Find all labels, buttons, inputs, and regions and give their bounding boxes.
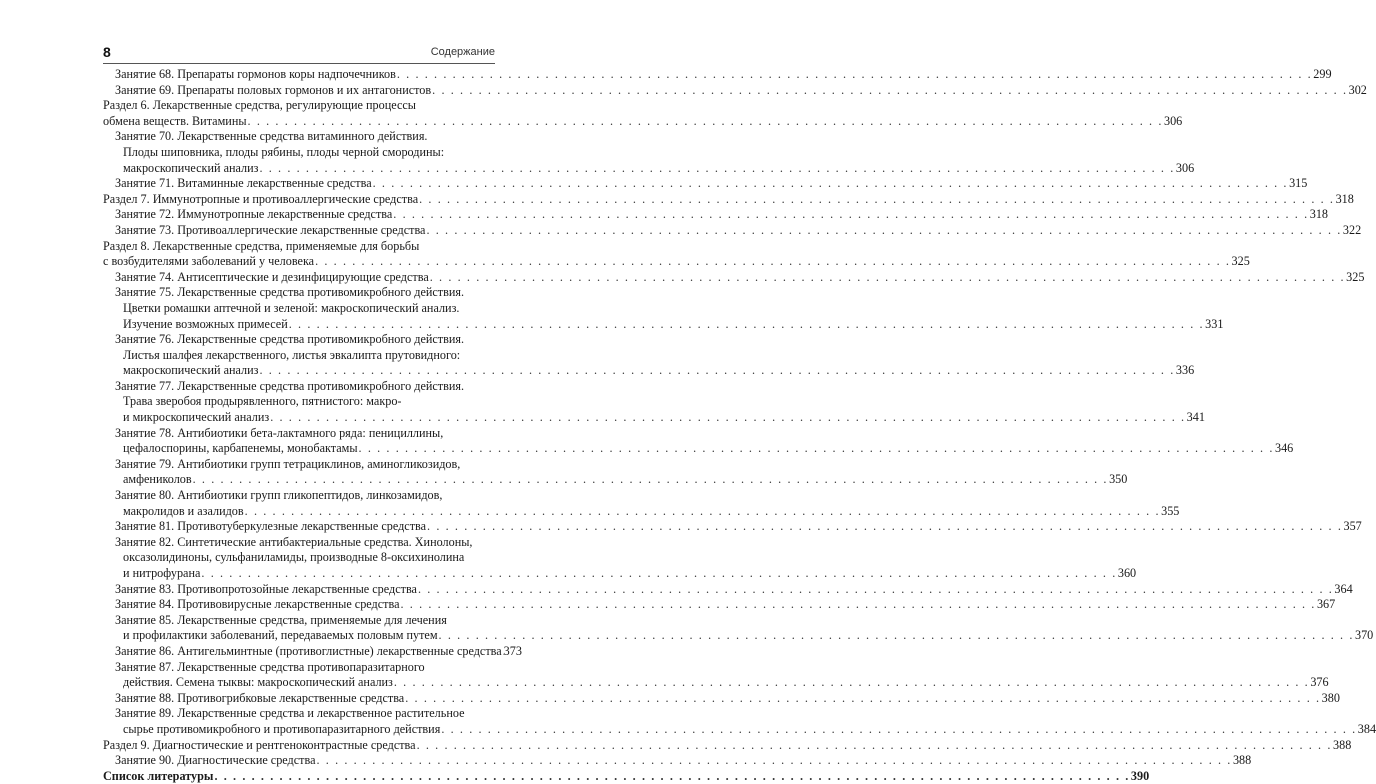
dot-leader bbox=[438, 628, 1355, 644]
toc-page-number: 302 bbox=[1348, 82, 1367, 97]
toc-entry-text: Плоды шиповника, плоды рябины, плоды черной смородины: bbox=[123, 144, 445, 159]
toc-section-entry[interactable] bbox=[103, 191, 1354, 208]
toc-lesson-entry[interactable] bbox=[103, 269, 1365, 286]
toc-entry-text: Занятие 81. Противотуберкулезные лекарственные средства bbox=[115, 519, 427, 534]
dot-leader bbox=[247, 114, 1164, 130]
toc-page-number: 388 bbox=[1232, 753, 1252, 768]
toc-lesson-entry[interactable] bbox=[103, 519, 1362, 535]
toc-page-number: 325 bbox=[1346, 269, 1365, 284]
toc-entry-text: Занятие 89. Лекарственные средства и лекарственное растительное bbox=[115, 706, 465, 721]
toc-page-number: 373 bbox=[503, 643, 522, 658]
dot-leader bbox=[258, 161, 1175, 177]
dot-leader bbox=[258, 363, 1175, 379]
toc-page-number: 341 bbox=[1186, 410, 1205, 425]
dot-leader bbox=[429, 270, 1346, 286]
toc-section-entry[interactable] bbox=[103, 98, 1183, 129]
toc-lesson-entry[interactable] bbox=[103, 597, 1336, 613]
toc-lesson-entry[interactable] bbox=[103, 659, 1329, 691]
toc-page-number: 325 bbox=[1231, 254, 1250, 269]
toc-lesson-entry[interactable] bbox=[103, 425, 1294, 457]
toc-entry-text: Занятие 68. Препараты гормонов коры надпочечников bbox=[115, 67, 396, 81]
toc-page-number: 364 bbox=[1334, 581, 1353, 596]
dot-leader bbox=[192, 472, 1109, 488]
toc-page-number: 390 bbox=[1130, 768, 1150, 783]
toc-entry-text: обмена веществ. Витамины bbox=[103, 113, 247, 128]
toc-lesson-entry[interactable] bbox=[103, 176, 1308, 192]
page-number: 8 bbox=[103, 44, 111, 60]
dot-leader bbox=[200, 566, 1117, 582]
toc-entry-text: сырье противомикробного и противопаразитарного действия bbox=[123, 721, 441, 736]
toc-entry-text: макролидов и азалидов bbox=[123, 503, 244, 518]
toc-entry-text: Список литературы bbox=[103, 768, 214, 783]
dot-leader bbox=[400, 597, 1317, 613]
header-divider bbox=[103, 63, 495, 64]
toc-page-number: 367 bbox=[1316, 597, 1336, 612]
dot-leader bbox=[316, 753, 1233, 769]
toc-entry-text: Занятие 71. Витаминные лекарственные средства bbox=[115, 176, 372, 191]
toc-page-number: 384 bbox=[1357, 721, 1376, 736]
toc-lesson-entry[interactable] bbox=[103, 753, 1252, 769]
dot-leader bbox=[269, 410, 1186, 426]
toc-entry-text: макроскопический анализ bbox=[123, 160, 259, 175]
toc-entry-text: и профилактики заболеваний, передаваемых половым путем bbox=[123, 628, 438, 643]
toc-entry-text: Занятие 80. Антибиотики групп гликопептидов, линкозамидов, bbox=[115, 488, 443, 503]
toc-lesson-entry[interactable] bbox=[103, 643, 522, 660]
toc-entry-text: Раздел 8. Лекарственные средства, применяемые для борьбы bbox=[103, 238, 420, 253]
table-of-contents bbox=[103, 67, 1376, 784]
toc-entry-text: Листья шалфея лекарственного, листья эвкалипта прутовидного: bbox=[123, 347, 461, 362]
toc-page-number: 315 bbox=[1289, 176, 1308, 191]
toc-lesson-entry[interactable] bbox=[103, 285, 1224, 332]
toc-entry-text: макроскопический анализ bbox=[123, 363, 259, 378]
toc-page-number: 322 bbox=[1342, 222, 1362, 237]
toc-page-number: 299 bbox=[1313, 67, 1332, 81]
toc-lesson-entry[interactable] bbox=[103, 612, 1374, 644]
toc-lesson-entry[interactable] bbox=[103, 332, 1195, 379]
toc-entry-text: Трава зверобоя продырявленного, пятнистого: макро- bbox=[123, 394, 402, 409]
dot-leader bbox=[396, 67, 1313, 83]
toc-page-number: 355 bbox=[1161, 503, 1180, 518]
toc-entry-text: Занятие 86. Антигельминтные (противоглистные) лекарственные средства bbox=[115, 643, 502, 658]
toc-entry-text: Занятие 70. Лекарственные средства витаминного действия. bbox=[115, 129, 428, 144]
toc-entry-text: Занятие 90. Диагностические средства bbox=[115, 753, 316, 768]
toc-lesson-entry[interactable] bbox=[103, 534, 1137, 582]
toc-entry-text: с возбудителями заболеваний у человека bbox=[103, 254, 315, 269]
toc-lesson-entry[interactable] bbox=[103, 129, 1195, 176]
toc-entry-text: Раздел 6. Лекарственные средства, регулирующие процессы bbox=[103, 98, 416, 113]
toc-entry-text: Занятие 84. Противовирусные лекарственные средства bbox=[115, 597, 400, 612]
dot-leader bbox=[426, 519, 1343, 535]
toc-page-number: 318 bbox=[1309, 207, 1329, 222]
toc-page-number: 376 bbox=[1310, 675, 1329, 690]
toc-entry-text: Раздел 7. Иммунотропные и противоаллергические средства bbox=[103, 191, 419, 206]
toc-entry-text: Занятие 78. Антибиотики бета-лактамного ряда: пенициллины, bbox=[115, 425, 444, 440]
toc-lesson-entry[interactable] bbox=[103, 82, 1367, 99]
dot-leader bbox=[372, 176, 1289, 192]
toc-entry-text: цефалоспорины, карбапенемы, монобактамы bbox=[123, 441, 358, 456]
toc-page-number: 346 bbox=[1274, 441, 1294, 456]
dot-leader bbox=[314, 254, 1231, 270]
toc-entry-text: Занятие 82. Синтетические антибактериальные средства. Хинолоны, bbox=[115, 534, 473, 549]
toc-entry-text: Занятие 85. Лекарственные средства, применяемые для лечения bbox=[115, 612, 447, 627]
toc-entry-text: Занятие 88. Противогрибковые лекарственные средства bbox=[115, 690, 405, 705]
toc-lesson-entry[interactable] bbox=[103, 690, 1340, 707]
dot-leader bbox=[416, 738, 1333, 754]
dot-leader bbox=[440, 722, 1357, 738]
toc-entry-text: и микроскопический анализ bbox=[123, 410, 270, 425]
toc-entry-text: Изучение возможных примесей bbox=[123, 316, 288, 331]
toc-entry-text: Занятие 74. Антисептические и дезинфицирующие средства bbox=[115, 269, 429, 284]
toc-lesson-entry[interactable] bbox=[103, 488, 1180, 519]
toc-page-number: 360 bbox=[1117, 566, 1137, 580]
dot-leader bbox=[404, 691, 1321, 707]
toc-page-number: 331 bbox=[1205, 316, 1224, 331]
toc-entry-text: оксазолидиноны, сульфаниламиды, производные 8-оксихинолина bbox=[123, 550, 465, 565]
toc-entry-text: и нитрофурана bbox=[123, 566, 201, 580]
dot-leader bbox=[288, 317, 1205, 333]
toc-section-entry[interactable] bbox=[103, 238, 1250, 270]
toc-entry-text: Цветки ромашки аптечной и зеленой: макроскопический анализ. bbox=[123, 300, 460, 315]
toc-entry-text: амфениколов bbox=[123, 472, 192, 487]
dot-leader bbox=[418, 192, 1335, 208]
dot-leader bbox=[431, 83, 1348, 99]
dot-leader bbox=[358, 441, 1275, 457]
dot-leader bbox=[244, 504, 1161, 520]
dot-leader bbox=[393, 675, 1310, 691]
toc-entry-text: Занятие 87. Лекарственные средства противопаразитарного bbox=[115, 659, 425, 674]
toc-page-number: 370 bbox=[1354, 628, 1374, 643]
toc-page-number: 388 bbox=[1333, 737, 1352, 752]
toc-page-number: 380 bbox=[1321, 690, 1340, 705]
toc-page-number: 350 bbox=[1109, 472, 1128, 487]
running-header-title: Содержание bbox=[430, 46, 495, 58]
dot-leader bbox=[213, 769, 1130, 784]
toc-lesson-entry[interactable] bbox=[103, 378, 1205, 426]
toc-lesson-entry[interactable] bbox=[103, 67, 1332, 83]
toc-lesson-entry[interactable] bbox=[103, 456, 1128, 488]
toc-entry-text: Занятие 69. Препараты половых гормонов и их антагонистов bbox=[115, 82, 432, 97]
toc-entry-text: Занятие 83. Противопротозойные лекарственные средства bbox=[115, 581, 417, 596]
toc-page-number: 306 bbox=[1175, 160, 1195, 175]
dot-leader bbox=[425, 223, 1342, 239]
toc-page-number: 336 bbox=[1175, 363, 1195, 378]
toc-entry-text: Занятие 79. Антибиотики групп тетрациклинов, аминогликозидов, bbox=[115, 456, 461, 471]
toc-entry-text: Занятие 73. Противоаллергические лекарственные средства bbox=[115, 222, 426, 237]
toc-lesson-entry[interactable] bbox=[103, 581, 1353, 598]
toc-section-entry[interactable] bbox=[103, 737, 1352, 754]
toc-entry-text: Раздел 9. Диагностические и рентгеноконтрастные средства bbox=[103, 737, 416, 752]
dot-leader bbox=[417, 582, 1334, 598]
toc-section-entry[interactable] bbox=[103, 768, 1150, 784]
toc-entry-text: действия. Семена тыквы: макроскопический анализ bbox=[123, 675, 393, 690]
toc-entry-text: Занятие 76. Лекарственные средства противомикробного действия. bbox=[115, 332, 465, 347]
toc-lesson-entry[interactable] bbox=[103, 706, 1376, 737]
toc-page-number: 306 bbox=[1163, 113, 1183, 128]
toc-entry-text: Занятие 72. Иммунотропные лекарственные средства bbox=[115, 207, 393, 222]
toc-page-number: 357 bbox=[1343, 519, 1362, 534]
toc-lesson-entry[interactable] bbox=[103, 222, 1362, 239]
toc-entry-text: Занятие 77. Лекарственные средства противомикробного действия. bbox=[115, 378, 465, 393]
toc-lesson-entry[interactable] bbox=[103, 207, 1329, 223]
toc-page-number: 318 bbox=[1335, 191, 1354, 206]
dot-leader bbox=[392, 207, 1309, 223]
toc-entry-text: Занятие 75. Лекарственные средства противомикробного действия. bbox=[115, 285, 465, 300]
